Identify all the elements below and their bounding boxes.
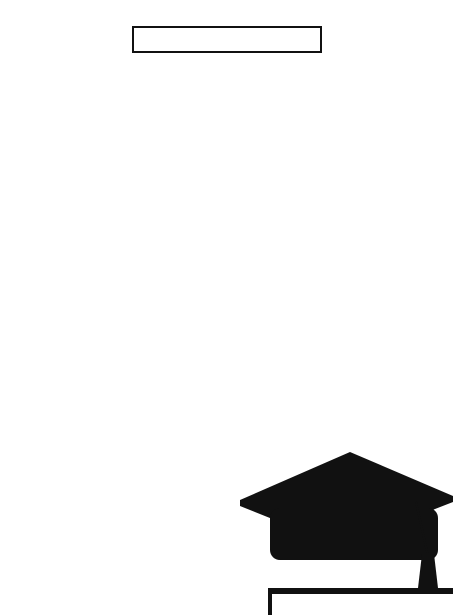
article-column-continued bbox=[4, 455, 226, 613]
article-body bbox=[4, 58, 449, 438]
previous-article-fragment bbox=[4, 2, 449, 16]
headline bbox=[132, 26, 322, 53]
graduation-cap-badge bbox=[232, 438, 453, 615]
graduation-cap-icon bbox=[240, 452, 453, 615]
